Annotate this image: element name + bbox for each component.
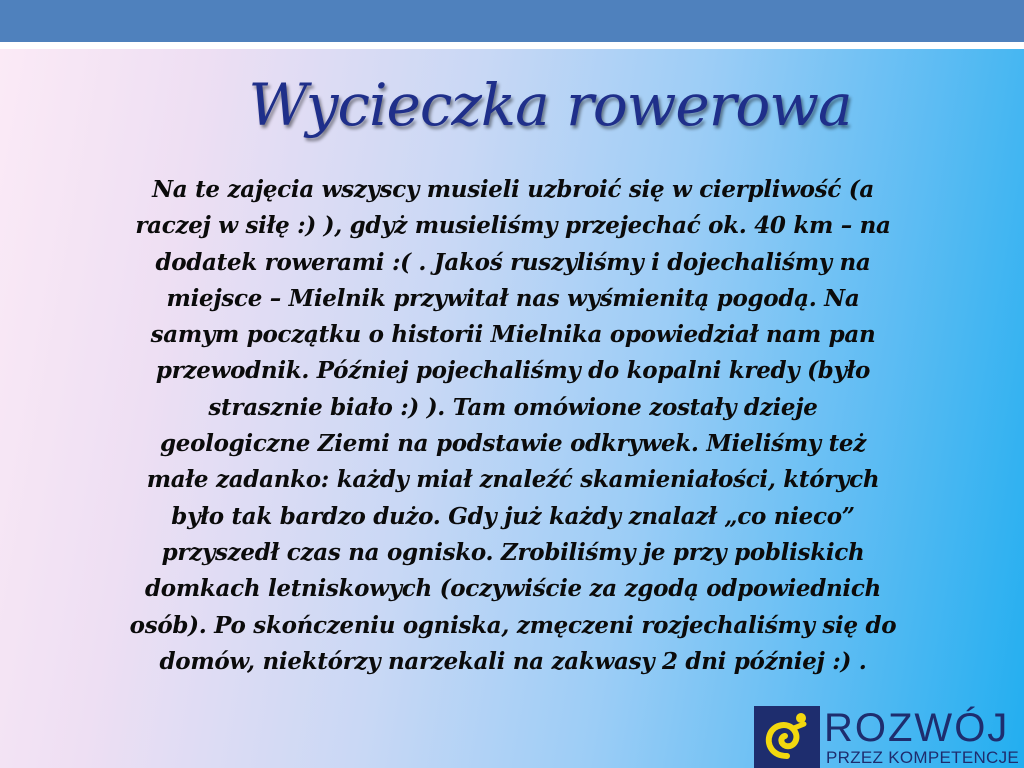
body-line: raczej w siłę :) ), gdyż musieliśmy przejechać ok. 40 km – na xyxy=(135,212,891,240)
body-line: geologiczne Ziemi na podstawie odkrywek. Mieliśmy też xyxy=(159,430,867,458)
body-line: osób). Po skończeniu ogniska, zmęczeni rozjechaliśmy się do xyxy=(129,611,897,639)
body-line: było tak bardzo dużo. Gdy już każdy znalazł „co nieco” xyxy=(171,502,855,530)
rozwoj-logo xyxy=(754,706,1024,768)
body-line: domkach letniskowych (oczywiście za zgodą odpowiednich xyxy=(145,575,881,603)
logo-wordmark: ROZWÓJ xyxy=(824,706,1010,750)
spiral-figure-icon xyxy=(754,706,820,768)
body-line: przewodnik. Później pojechaliśmy do kopalni kredy (było xyxy=(155,357,871,385)
body-line: domów, niektórzy narzekali na zakwasy 2 dni później :) . xyxy=(159,647,867,675)
slide-body-text xyxy=(38,172,988,680)
body-line: dodatek rowerami :( . Jakoś ruszyliśmy i dojechaliśmy na xyxy=(155,248,871,276)
body-line: miejsce – Mielnik przywitał nas wyśmienitą pogodą. Na xyxy=(166,284,860,312)
body-line: strasznie biało :) ). Tam omówione zostały dzieje xyxy=(208,393,818,421)
body-line: przyszedł czas na ognisko. Zrobiliśmy je przy pobliskich xyxy=(161,538,865,566)
body-line: Na te zajęcia wszyscy musieli uzbroić się w cierpliwość (a xyxy=(152,176,874,203)
body-line: małe zadanko: każdy miał znaleźć skamieniałości, których xyxy=(146,466,880,494)
slide-title: Wycieczka rowerowa xyxy=(248,71,852,139)
header-bar xyxy=(0,0,1024,42)
header-divider xyxy=(0,42,1024,49)
logo-subtitle: PRZEZ KOMPETENCJE xyxy=(826,748,1020,767)
body-line: samym początku o historii Mielnika opowiedział nam pan xyxy=(150,321,876,349)
